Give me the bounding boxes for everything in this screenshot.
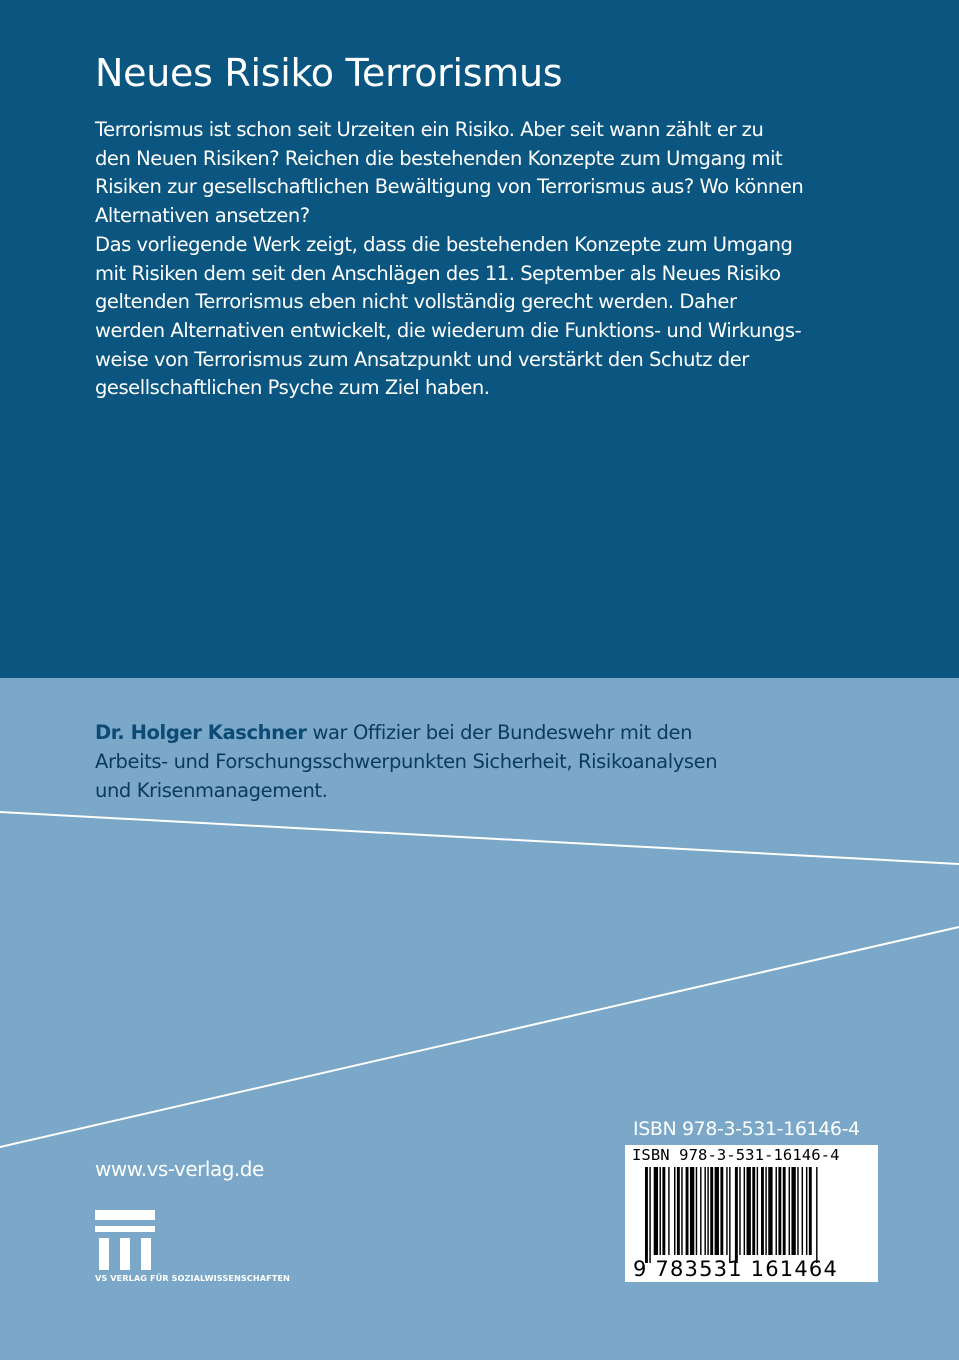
publisher-website[interactable]: www.vs-verlag.de [95, 1157, 264, 1181]
book-title: Neues Risiko Terrorismus [95, 51, 563, 95]
publisher-logo-icon [95, 1210, 155, 1270]
barcode-bar [761, 1167, 764, 1255]
barcode-digits: 9 783531 161464 [633, 1257, 839, 1281]
barcode-bar [715, 1167, 719, 1255]
barcode-bar [674, 1167, 675, 1255]
barcode-bar [791, 1167, 795, 1255]
barcode-bar [765, 1167, 766, 1255]
author-name: Dr. Holger Kaschner [95, 721, 307, 744]
barcode-bar [735, 1167, 738, 1263]
blurb-line: geltenden Terrorismus eben nicht vollständig gerecht werden. Daher [95, 290, 737, 314]
barcode-bar [747, 1167, 751, 1255]
barcode-bar [783, 1167, 786, 1255]
barcode-bar [729, 1167, 730, 1263]
barcode-bar [776, 1167, 777, 1255]
decorative-line-upper [0, 812, 959, 864]
barcode-bar [739, 1167, 740, 1255]
barcode-bar [662, 1167, 665, 1255]
barcode [625, 1145, 878, 1282]
blurb-line: weise von Terrorismus zum Ansatzpunkt und verstärkt den Schutz der [95, 347, 749, 371]
barcode-bar [654, 1167, 658, 1255]
barcode-bar [752, 1167, 755, 1255]
barcode-bar [757, 1167, 758, 1255]
barcode-bar [789, 1167, 790, 1255]
bio-line [95, 718, 875, 747]
barcode-bar [778, 1167, 781, 1255]
barcode-isbn-text: ISBN 978-3-531-16146-4 [632, 1146, 840, 1164]
bio-line: Arbeits- und Forschungsschwerpunkten Sicherheit, Risikoanalysen [95, 750, 718, 773]
decorative-line-lower [0, 927, 959, 1147]
barcode-bar [707, 1167, 708, 1255]
barcode-bar [802, 1167, 803, 1255]
barcode-bar [797, 1167, 798, 1255]
barcode-bar [696, 1167, 697, 1255]
bio-line: und Krisenmanagement. [95, 779, 328, 802]
blurb-line: werden Alternativen entwickelt, die wiederum die Funktions- und Wirkungs- [95, 318, 802, 342]
author-bio [95, 718, 875, 805]
publisher-logo-text: VS VERLAG FÜR SOZIALWISSENSCHAFTEN [95, 1273, 290, 1283]
book-blurb [95, 116, 875, 403]
bio-text: war Offizier bei der Bundeswehr mit den [306, 721, 693, 744]
blurb-line: Risiken zur gesellschaftlichen Bewältigung von Terrorismus aus? Wo können [95, 175, 804, 199]
barcode-bar [768, 1167, 772, 1255]
barcode-bar [744, 1167, 745, 1255]
blurb-line: Alternativen ansetzen? [95, 204, 310, 228]
barcode-bar [686, 1167, 689, 1255]
blurb-line: den Neuen Risiken? Reichen die bestehenden Konzepte zum Umgang mit [95, 146, 783, 170]
barcode-bars [645, 1167, 869, 1263]
barcode-bar [660, 1167, 661, 1255]
barcode-bar [806, 1167, 807, 1255]
barcode-bar [704, 1167, 705, 1255]
barcode-bar [710, 1167, 713, 1255]
blurb-line: gesellschaftlichen Psyche zum Ziel haben. [95, 376, 490, 400]
barcode-bar [668, 1167, 669, 1255]
barcode-bar [649, 1167, 650, 1263]
blurb-line: mit Risiken dem seit den Anschlägen des 11. September als Neues Risiko [95, 261, 781, 285]
barcode-bar [726, 1167, 727, 1255]
barcode-bar [720, 1167, 723, 1255]
barcode-bar [809, 1167, 812, 1255]
blurb-line: Das vorliegende Werk zeigt, dass die bestehenden Konzepte zum Umgang [95, 232, 793, 256]
isbn-label: ISBN 978-3-531-16146-4 [633, 1118, 860, 1140]
barcode-bar [681, 1167, 682, 1255]
barcode-bar [677, 1167, 680, 1255]
blurb-line: Terrorismus ist schon seit Urzeiten ein Risiko. Aber seit wann zählt er zu [95, 118, 764, 141]
barcode-bar [816, 1167, 817, 1263]
barcode-bar [700, 1167, 701, 1255]
barcode-bar [690, 1167, 694, 1255]
barcode-bar [645, 1167, 648, 1263]
